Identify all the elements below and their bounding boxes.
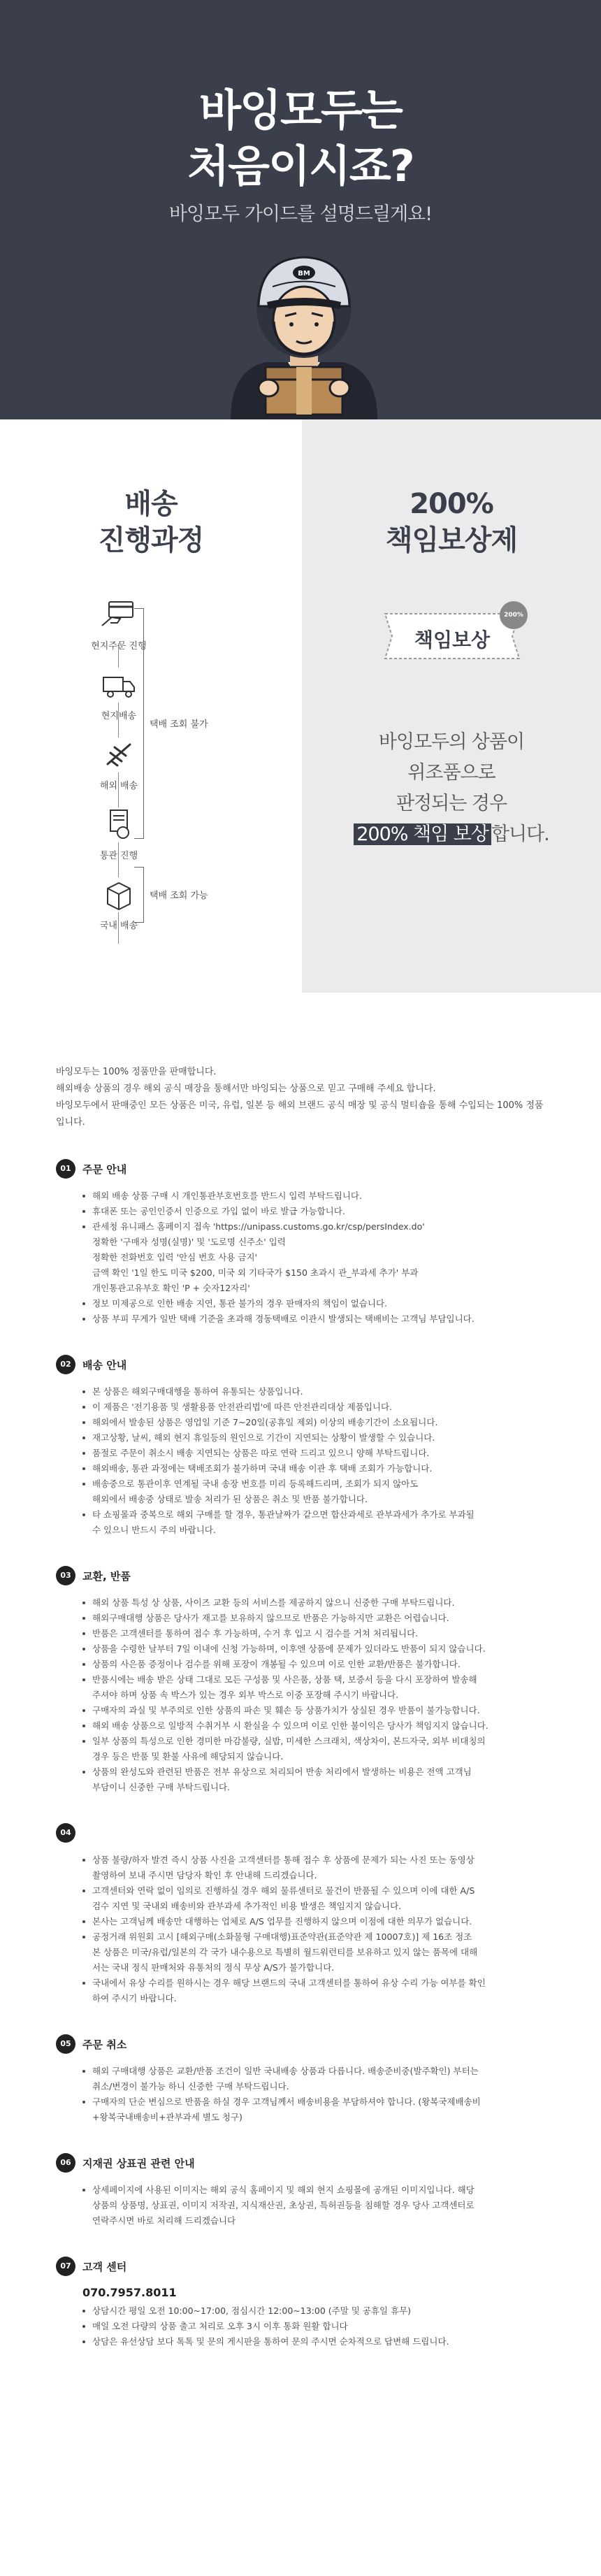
policy-section: [56, 1566, 545, 1795]
list-item: 상담은 유선상담 보다 톡톡 및 문의 게시판을 통하여 문의 주시면 순차적으로 답변해 드립니다.: [82, 2334, 545, 2350]
policy-section: [56, 1159, 545, 1327]
list-item: 매일 오전 다량의 상품 출고 처리로 오후 3시 이후 통화 원활 합니다: [82, 2319, 545, 2334]
list-item: 수 있으니 반드시 주의 바랍니다.: [92, 1525, 216, 1535]
hero-title: [0, 82, 601, 194]
policy-section: [56, 2153, 545, 2229]
list-item: 상품의 완성도와 관련된 반품은 전부 유상으로 처리되어 반송 처리에서 발생하는 비용은 전액 고객님: [82, 1764, 545, 1780]
list-item: 해외 배송 상품 구매 시 개인통관부호번호를 반드시 입력 부탁드립니다.: [82, 1188, 545, 1204]
hero-banner: [0, 0, 601, 419]
section-number: 07: [56, 2257, 75, 2276]
list-item: 구매자의 과실 및 부주의로 인한 상품의 파손 및 훼손 등 상품가치가 상실된 경우 반품이 불가능합니다.: [82, 1703, 545, 1718]
section-body: [56, 2064, 545, 2125]
intro-text: [56, 993, 545, 1131]
section-title: 교환, 반품: [82, 1569, 131, 1583]
list-item: 상품을 수령한 날부터 7일 이내에 신청 가능하며, 이후엔 상품에 문제가 있더라도 반품이 되지 않습니다.: [82, 1641, 545, 1657]
list-item: 본 상품은 미국/유럽/일본의 각 국가 내수용으로 특별히 월드워런티를 보유하고 있지 않는 품목에 대해: [92, 1947, 478, 1957]
section-body: [56, 1852, 545, 2006]
list-item: 관세청 유니패스 홈페이지 접속 'https://unipass.customs.go.kr/csp/persIndex.do': [82, 1219, 545, 1235]
hero-title-line2: 처음이시죠?: [187, 141, 414, 192]
list-item: 해외 구매대행 상품은 교환/반품 조건이 일반 국내배송 상품과 다릅니다. 배송준비중(발주확인) 부터는: [82, 2064, 545, 2079]
delivery-title-line1: 배송: [124, 488, 178, 520]
list-item: 타 쇼핑몰과 중복으로 해외 구매를 할 경우, 통관날짜가 같으면 합산과세로 관부과세가 추가로 부과될: [82, 1507, 545, 1523]
step-customs: [70, 807, 168, 861]
list-item: 상담시간 평일 오전 10:00~17:00, 점심시간 12:00~13:00 (주말 및 공휴일 휴무): [82, 2303, 545, 2319]
section-body: [56, 2286, 545, 2350]
policy-section: [56, 2257, 545, 2350]
guarantee-panel: [302, 419, 601, 993]
list-item: 상품의 사은품 증정이나 검수를 위해 포장이 개봉될 수 있으며 이로 인한 교환/반품은 불가합니다.: [82, 1657, 545, 1672]
section-header: [56, 2034, 545, 2054]
list-item: 본사는 고객님께 배송만 대행하는 업체로 A/S 업무를 진행하지 않으며 이점에 대한 의무가 없습니다.: [82, 1914, 545, 1929]
section-body: [56, 1384, 545, 1538]
list-item: 검수 지연 및 국내외 배송비와 관부과세 추가적인 비용 발생은 책임지지 않습니다.: [92, 1901, 402, 1911]
list-item: 반품은 고객센터를 통하여 접수 후 가능하며, 수거 후 입고 시 검수를 거쳐 처리됩니다.: [82, 1626, 545, 1641]
section-body: [56, 1595, 545, 1795]
step-overseas-delivery: [70, 737, 168, 791]
list-item: 구매자의 단순 변심으로 반품을 하실 경우 고객님께서 배송비용을 부담하셔야 합니다. (왕복국제배송비: [82, 2094, 545, 2110]
trackable-bracket: [134, 867, 144, 923]
list-item: 서는 국내 정식 판매처와 유통처의 정식 무상 A/S가 불가합니다.: [92, 1962, 335, 1973]
guarantee-badge: [375, 601, 529, 671]
intro-line: 바잉모두는 100% 정품만을 판매합니다.: [56, 1067, 217, 1077]
list-item: 품절로 주문이 취소시 배송 지연되는 상품은 따로 연락 드리고 있으니 양해 부탁드립니다.: [82, 1446, 545, 1461]
section-header: [56, 1566, 545, 1585]
hero-subtitle: 바잉모두 가이드를 설명드릴게요!: [168, 203, 433, 225]
step-label: 통관 진행: [99, 851, 138, 861]
section-title: 배송 안내: [82, 1358, 127, 1372]
badge-circle: 200%: [500, 601, 528, 629]
section-header: [56, 2257, 545, 2276]
list-item: 상품의 상품명, 상표권, 이미지 저작권, 지식재산권, 초상권, 특허권등을 침해할 경우 당사 고객센터로: [92, 2200, 475, 2210]
badge-label: 책임보상: [414, 628, 491, 652]
section-body: [56, 1188, 545, 1327]
section-title: 고객 센터: [82, 2260, 127, 2273]
list-item: 고객센터와 연락 없이 임의로 진행하실 경우 해외 물류센터로 물건이 반품될 수 있으며 이에 대한 A/S: [82, 1883, 545, 1899]
list-item: 해외구매대행 상품은 당사가 재고를 보유하지 않으므로 반품은 가능하지만 교환은 어렵습니다.: [82, 1611, 545, 1626]
list-item: 정보 미제공으로 인한 배송 지연, 통관 불가의 경우 판매자의 책임이 없습니다.: [82, 1296, 545, 1311]
list-item: 주셔야 하며 상품 속 박스가 있는 경우 외부 박스로 이중 포장해 주시기 바랍니다.: [92, 1690, 399, 1700]
trackable-label: 택배 조회 가능: [150, 891, 208, 901]
section-header: [56, 1823, 545, 1843]
section-number: 02: [56, 1355, 75, 1374]
guarantee-tail: 합니다.: [491, 823, 549, 845]
list-item: 금액 확인 '1일 한도 미국 $200, 미국 외 기타국가 $150 초과시 관_부과세 추가' 부과: [92, 1267, 419, 1278]
delivery-process-title: [0, 486, 302, 559]
section-title: 주문 취소: [82, 2038, 127, 2051]
list-item: 이 제품은 '전기용품 및 생활용품 안전관리법'에 따른 안전관리대상 제품입니다.: [82, 1399, 545, 1415]
policy-section: [56, 1355, 545, 1538]
section-number: 06: [56, 2153, 75, 2173]
section-title: 주문 안내: [82, 1163, 127, 1176]
policy-section: [56, 2034, 545, 2125]
list-item: +왕복국내배송비+관부과세 별도 청구): [92, 2112, 242, 2122]
untrackable-label: 택배 조회 불가: [150, 719, 208, 730]
list-item: 상품 부피 무게가 일반 택배 기준을 초과해 경동택배로 이관시 발생되는 택배비는 고객님 부담입니다.: [82, 1311, 545, 1327]
guarantee-title: [302, 486, 601, 559]
step-domestic-delivery: [70, 877, 168, 931]
policy-section: [56, 1823, 545, 2006]
airplane-icon: [98, 737, 140, 772]
info-split: [0, 419, 601, 993]
list-item: 경우 등은 반품 및 환불 사유에 해당되지 않습니다.: [92, 1751, 284, 1762]
step-label: 현지배송: [101, 711, 137, 721]
step-local-delivery: [70, 668, 168, 721]
guarantee-title-line2: 책임보상제: [385, 524, 518, 556]
list-item: 정확한 '구매자 성명(실명)' 및 '도로명 신주소' 입력: [92, 1237, 286, 1247]
hero-title-line1: 바잉모두는: [199, 85, 402, 136]
section-number: 03: [56, 1566, 75, 1585]
section-header: [56, 1159, 545, 1179]
helmet-logo: BM: [298, 270, 310, 278]
card-hand-icon: [98, 598, 140, 633]
list-item: 정확한 전화번호 입력 '안심 번호 사용 금지': [92, 1252, 257, 1262]
untrackable-bracket: [134, 608, 144, 839]
step-label: 국내 배송: [99, 921, 138, 931]
list-item: 촬영하여 보내 주시면 담당자 확인 후 안내해 드리겠습니다.: [92, 1870, 317, 1880]
list-item: 해외 배송 상품으로 일방적 수취거부 시 환실을 수 있으며 이로 인한 불이익은 당사가 책임지지 않습니다.: [82, 1718, 545, 1734]
section-number: 01: [56, 1159, 75, 1179]
policy-content: [0, 993, 601, 2350]
list-item: 국내에서 유상 수리를 원하시는 경우 해당 브랜드의 국내 고객센터를 통하여 유상 수리 가능 여부를 확인: [82, 1976, 545, 1991]
list-item: 하여 주시기 바랍니다.: [92, 1993, 177, 2003]
list-item: 본 상품은 해외구매대행을 통하여 유통되는 상품입니다.: [82, 1384, 545, 1399]
step-label: 해외 배송: [99, 781, 138, 791]
section-number: 04: [56, 1823, 75, 1843]
customs-document-icon: [98, 807, 140, 842]
guarantee-title-line1: 200%: [410, 488, 493, 520]
list-item: 해외에서 발송된 상품은 영업일 기준 7~20일(공휴일 제외) 이상의 배송기간이 소요됩니다.: [82, 1415, 545, 1430]
list-item: 배송중으로 통관이후 연계될 국내 송장 번호를 미리 등록해드리며, 조회가 되지 않아도: [82, 1476, 545, 1492]
list-item: 부담이니 신중한 구매 부탁드립니다.: [92, 1782, 231, 1792]
section-header: [56, 1355, 545, 1374]
intro-line: 해외배송 상품의 경우 해외 공식 매장을 통해서만 바잉되는 상품으로 믿고 구매해 주세요 합니다.: [56, 1084, 436, 1094]
list-item: 해외 상품 특성 상 상품, 사이즈 교환 등의 서비스를 제공하지 않으니 신중한 구매 부탁드립니다.: [82, 1595, 545, 1611]
policy-sections: [56, 1159, 545, 2350]
courier-illustration: [210, 238, 398, 419]
section-body: [56, 2182, 545, 2229]
list-item: 휴대폰 또는 공인인증서 인증으로 가입 없이 바로 발급 가능합니다.: [82, 1204, 545, 1219]
list-item: 반품시에는 배송 받은 상태 그대로 모든 구성품 및 사은품, 상품 택, 보증서 등을 다시 포장하여 발송해: [82, 1672, 545, 1688]
guarantee-line2: 위조품으로: [407, 762, 495, 784]
list-item: 상품 불량/하자 발견 즉시 상품 사진을 고객센터를 통해 접수 후 상품에 문제가 되는 사진 또는 동영상: [82, 1852, 545, 1868]
section-header: [56, 2153, 545, 2173]
step-local-order: [70, 598, 168, 652]
truck-icon: [98, 668, 140, 703]
guarantee-text: [302, 727, 601, 850]
list-item: 공정거래 위원회 고시 [해외구매(소화물형 구매대행)표준약관(표준약관 제 10007호)] 제 16조 정조: [82, 1929, 545, 1945]
list-item: 재고상황, 날씨, 해외 현지 휴일등의 원인으로 기간이 지연되는 상황이 발생할 수 있습니다.: [82, 1430, 545, 1446]
list-item: 해외에서 배송중 상태로 발송 처리가 된 상품은 취소 및 반품 불가합니다.: [92, 1494, 368, 1504]
list-item: 연락주시면 바로 처리해 드리겠습니다: [92, 2215, 236, 2226]
list-item: 취소/변경이 불가능 하니 신중한 구매 부탁드립니다.: [92, 2081, 289, 2092]
section-title: 지재권 상표권 관련 안내: [82, 2157, 195, 2170]
guarantee-line1: 바잉모두의 상품이: [378, 731, 525, 753]
phone-number: 070.7957.8011: [82, 2286, 177, 2299]
list-item: 상세페이지에 사용된 이미지는 해외 공식 홈페이지 및 해외 현지 쇼핑몰에 공개된 이미지입니다. 해당: [82, 2182, 545, 2198]
box-icon: [98, 877, 140, 912]
guarantee-line4: [302, 819, 601, 850]
list-item: 해외배송, 통관 과정에는 택배조회가 불가하며 국내 배송 이관 후 택배 조회가 가능합니다.: [82, 1461, 545, 1476]
delivery-title-line2: 진행과정: [98, 524, 204, 556]
list-item: 일부 상품의 특성으로 인한 경미한 마감불량, 실밥, 미세한 스크래치, 색상차이, 본드자국, 외부 비대칭의: [82, 1734, 545, 1749]
guarantee-line3: 판정되는 경우: [396, 793, 507, 814]
intro-line: 바잉모두에서 판매중인 모든 상품은 미국, 유럽, 일본 등 해외 브랜드 공식 매장 및 공식 멀티숍을 통해 수입되는 100% 정품입니다.: [56, 1100, 544, 1128]
list-item: 개인통관고유부호 확인 'P + 숫자12자리': [92, 1283, 250, 1293]
step-label: 현지주문 진행: [91, 641, 147, 652]
section-number: 05: [56, 2034, 75, 2054]
guarantee-highlight: 200% 책임 보상: [354, 823, 491, 845]
delivery-process-panel: [0, 419, 302, 993]
